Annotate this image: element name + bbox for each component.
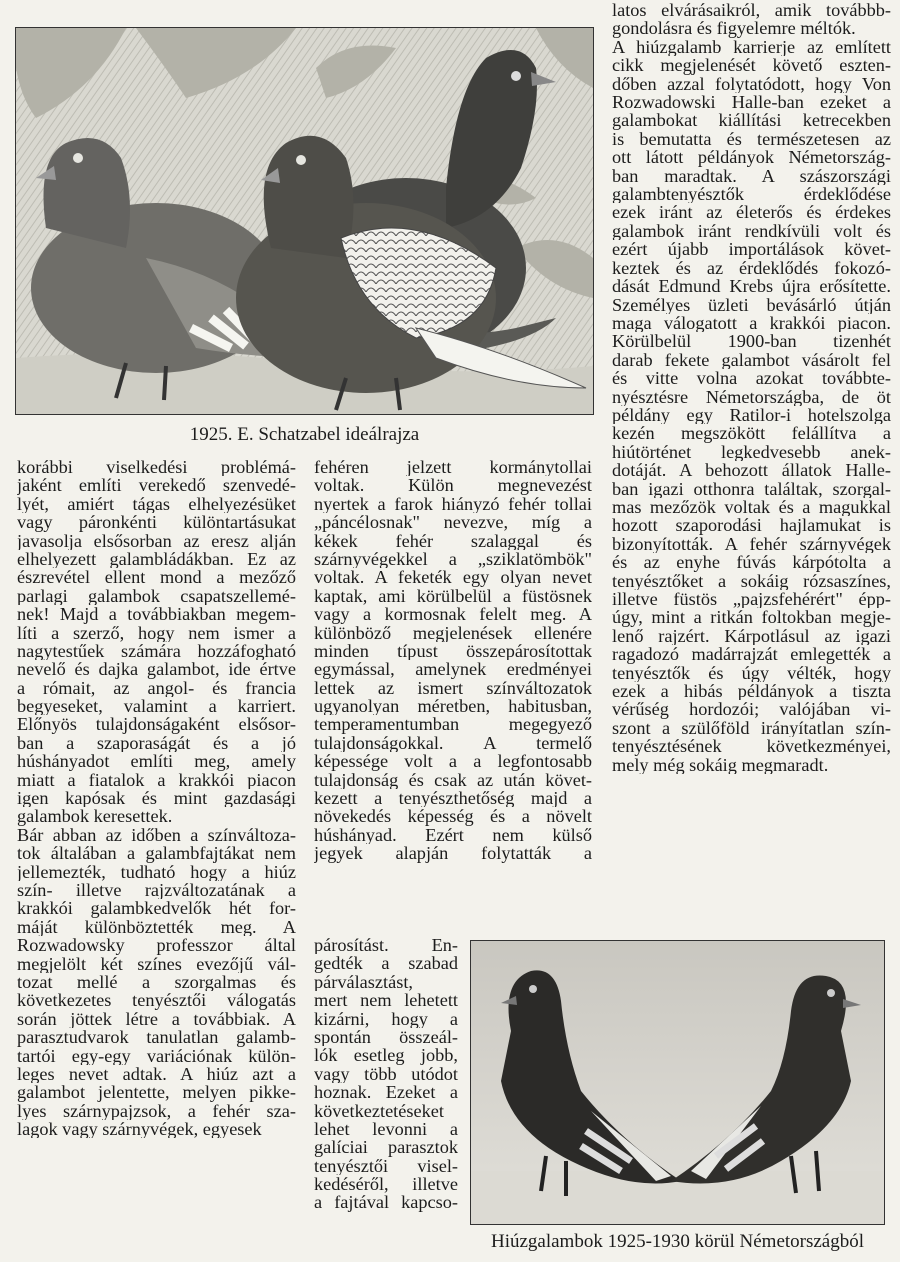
text-line: galambok iránt rendkívüli volt és <box>612 221 891 241</box>
text-column-middle-narrow <box>314 936 458 1212</box>
text-line: mert nem lehetett <box>314 991 458 1010</box>
text-line: nagytestűek számára hozzáfogható <box>17 641 296 661</box>
text-line: hoznak. Ezeket a <box>314 1083 458 1102</box>
text-line: mas mezőzök voltak és a magukkal <box>612 497 891 517</box>
text-line: ezek a hibás példányok a tiszta <box>612 682 891 701</box>
text-line: húshányad. Ezért nem külső <box>314 825 592 845</box>
figure-caption-top: 1925. E. Schatzabel ideálrajza <box>189 424 420 445</box>
text-line: latos elvárásaikról, amik továbbb- <box>612 1 891 20</box>
text-line: miatt a fiatalok a krakkói piacon <box>17 770 296 790</box>
text-line: Rozwadowski Halle-ban ezeket a <box>612 93 891 112</box>
text-line: begyeseket, valamint a karriert. <box>17 697 296 716</box>
text-line: bizonyították. A fehér szárnyvégek <box>612 534 891 554</box>
text-line: jaként említi verekedő szenvedé- <box>17 476 296 495</box>
text-line: ugyanolyan méretben, habitusban, <box>314 697 592 716</box>
text-line: jellemezték, tudható hogy a hiúz <box>17 862 296 881</box>
text-line: különböző megjelenések ellenére <box>314 623 592 642</box>
pigeon-photo-image <box>471 941 884 1224</box>
text-line: elhelyezett galambládákban. Ez az <box>17 549 296 569</box>
text-line: ragadozó madárrajzát emlegették a <box>612 645 891 664</box>
pigeon-photo-figure <box>470 940 885 1225</box>
text-line: nyertek a farok hiányzó fehér tollai <box>314 494 592 514</box>
text-line: maga válogatott a krakkói piacon. <box>612 313 891 333</box>
text-line: során jöttek létre a továbbiak. A <box>17 1009 296 1029</box>
text-line: szín- illetve rajzváltozatának a <box>17 880 296 900</box>
text-line: tulajdonság és csak az után követ- <box>314 770 592 790</box>
text-line: kedéséről, illetve <box>314 1175 458 1194</box>
text-line: dását Edmund Krebs újra erősítette. <box>612 277 891 296</box>
text-line: tozat mellé a szorgalmas és <box>17 972 296 992</box>
text-line: lagok vagy szárnyvégek, egyesek <box>17 1120 262 1139</box>
text-line: megjelölt két színes evezőjű vál- <box>17 954 296 973</box>
text-line: húshányadot említi meg, amely <box>17 752 296 771</box>
text-line: észrevétel ellent mond a mezőző <box>17 568 296 587</box>
text-line: fehéren jelzett kormánytollai <box>314 458 592 477</box>
text-line: gedték a szabad <box>314 954 458 973</box>
text-line: úgy, mint a ritkán foltokban megje- <box>612 608 891 627</box>
text-line: ban a szaporaságát és a jó <box>17 733 296 753</box>
text-line: kezett a tenyészthetőség majd a <box>314 789 592 808</box>
text-line: temperamentumban megegyező <box>314 715 592 734</box>
text-line: tenyésztők és úgy vélték, hogy <box>612 663 891 683</box>
text-line: keztek és az érdeklődés fokozó- <box>612 258 891 278</box>
text-line: kékek fehér szalaggal és <box>314 531 592 550</box>
text-line: minden típust összepárosítottak <box>314 641 592 661</box>
text-line: szárnyvégekkel a „sziklatömbök" <box>314 549 592 569</box>
text-line: lenő rajzért. Kárpotlásul az igazi <box>612 626 891 646</box>
text-line: dőben azzal folytatódott, hogy Von <box>612 74 891 94</box>
text-line: vérűség hordozói; valójában vi- <box>612 700 891 719</box>
text-line: hiútörténet legkedvesebb anek- <box>612 442 891 462</box>
text-line: következetes tenyésztői válogatás <box>17 991 296 1010</box>
text-line: lyes szárnypajzsok, a fehér sza- <box>17 1101 296 1121</box>
text-line: korábbi viselkedési problémá- <box>17 458 296 477</box>
text-line: lyét, amiért tágas elhelyezésüket <box>17 494 296 514</box>
figure-caption-bottom: Hiúzgalambok 1925-1930 körül Németországból <box>490 1231 865 1252</box>
text-line: Személyes üzleti bevásárló útján <box>612 295 891 314</box>
text-line: Rozwadowsky professzor által <box>17 936 296 955</box>
text-line: ott látott példányok Németország- <box>612 148 891 167</box>
text-line: líti a szerző, hogy nem ismer a <box>17 623 296 642</box>
text-line: voltak. A feketék egy olyan nevet <box>314 568 592 587</box>
text-line: következtetéseket <box>314 1101 444 1120</box>
text-line: nek! Majd a továbbiakban megem- <box>17 605 296 624</box>
text-line: cikk megjelenését követő eszten- <box>612 56 891 75</box>
text-line: hozott szaporodási hajlamukat is <box>612 516 891 535</box>
text-column-middle <box>314 458 592 863</box>
text-line: illetve füstös „pajzsfehérért" épp- <box>612 590 891 609</box>
text-line: igen kapósak és mint gazdasági <box>17 789 296 808</box>
text-line: galambokat kiállítási ketrecekben <box>612 111 891 130</box>
text-line: kaptak, ami körülbelül a füstösnek <box>314 586 592 606</box>
text-line: vagy több utódot <box>314 1064 458 1084</box>
text-line: parasztudvarok tanulatlan galamb- <box>17 1028 296 1047</box>
text-line: spontán összeál- <box>314 1027 458 1047</box>
text-line: galíciai parasztok <box>314 1138 458 1157</box>
text-line: kezén megszökött felállítva a <box>612 424 891 443</box>
text-line: a rómait, az angol- és francia <box>17 678 296 698</box>
text-line: mely még sokáig megmaradt. <box>612 755 829 775</box>
text-line: lehet levonni a <box>314 1119 458 1139</box>
text-line: tulajdonságokkal. A termelő <box>314 733 592 753</box>
text-line: párosítást. En- <box>314 936 458 955</box>
text-line: lók esetleg jobb, <box>314 1046 458 1065</box>
text-line: és az enyhe fúvás kárpótolta a <box>612 553 891 572</box>
text-column-right <box>612 1 891 774</box>
text-line: A hiúzgalamb karrierje az említett <box>612 37 891 57</box>
text-line: kizárni, hogy a <box>314 1009 458 1028</box>
text-line: „páncélosnak" nevezve, míg a <box>314 513 592 532</box>
text-line: tenyésztőket a sokáig rózsaszínes, <box>612 571 891 590</box>
text-line: Előnyös tulajdonságaként elsősor- <box>17 715 296 734</box>
text-line: dotáját. A behozott állatok Halle- <box>612 461 891 480</box>
text-line: ezért újabb importálások követ- <box>612 240 891 259</box>
text-line: tok általában a galambfajtákat nem <box>17 844 296 863</box>
text-line: példány egy Ratilor-i hotelszolga <box>612 405 891 425</box>
text-line: és vitte volna azokat továbbte- <box>612 369 891 388</box>
text-line: Bár abban az időben a színváltoza- <box>17 825 296 845</box>
text-line: voltak. Külön megnevezést <box>314 476 592 495</box>
text-line: egymással, amelynek eredményei <box>314 660 592 679</box>
text-line: galambok keresettek. <box>17 807 173 826</box>
text-line: növekedés képesség és a növelt <box>314 807 592 826</box>
text-line: nevelő és dajka galambot, ide értve <box>17 660 296 679</box>
text-column-left <box>17 458 296 1138</box>
text-line: krakkói galambkedvelők hét for- <box>17 899 296 918</box>
text-line: galambtenyésztők érdeklődése <box>612 185 891 204</box>
text-line: galambot jelentette, melyen pikke- <box>17 1083 296 1102</box>
text-line: gondolásra és figyelemre méltók. <box>612 19 856 38</box>
text-line: a fajtával kapcso- <box>314 1193 458 1212</box>
text-line: tenyésztésének következményei, <box>612 737 891 756</box>
text-line: tartói egy-egy variációnak külön- <box>17 1046 296 1065</box>
text-line: darab fekete galambot vásárolt fel <box>612 350 891 370</box>
text-line: is bemutatta és természetesen az <box>612 129 891 149</box>
text-line: ban maradtak. A szászországi <box>612 166 891 186</box>
text-line: máját különböztették meg. A <box>17 917 296 937</box>
text-line: ban igazi otthonra találtak, szorgal- <box>612 479 891 498</box>
text-line: tenyésztői visel- <box>314 1156 458 1176</box>
text-line: jegyek alapján folytatták a <box>314 844 592 863</box>
text-line: párválasztást, <box>314 972 413 992</box>
pigeon-drawing-image <box>16 28 593 414</box>
text-line: lettek az ismert színváltozatok <box>314 678 592 698</box>
text-line: vagy páronkénti különtartásukat <box>17 513 296 532</box>
text-line: Körülbelül 1900-ban tizenhét <box>612 332 891 351</box>
text-line: ezek iránt az életerős és érdekes <box>612 203 891 222</box>
text-line: nyésztésre Németországba, de öt <box>612 387 891 406</box>
text-line: vagy a kormosnak felelt meg. A <box>314 605 592 624</box>
text-line: leges nevet adtak. A hiúz azt a <box>17 1064 296 1084</box>
text-line: javasolja elsősorban az eresz alján <box>17 531 296 550</box>
pigeon-illustration-figure <box>15 27 594 415</box>
text-line: parlagi galambok csapatszellemé- <box>17 586 296 606</box>
text-line: szont a szülőföld irányítatlan szín- <box>612 718 891 738</box>
text-line: képessége volt a a legfontosabb <box>314 752 592 771</box>
